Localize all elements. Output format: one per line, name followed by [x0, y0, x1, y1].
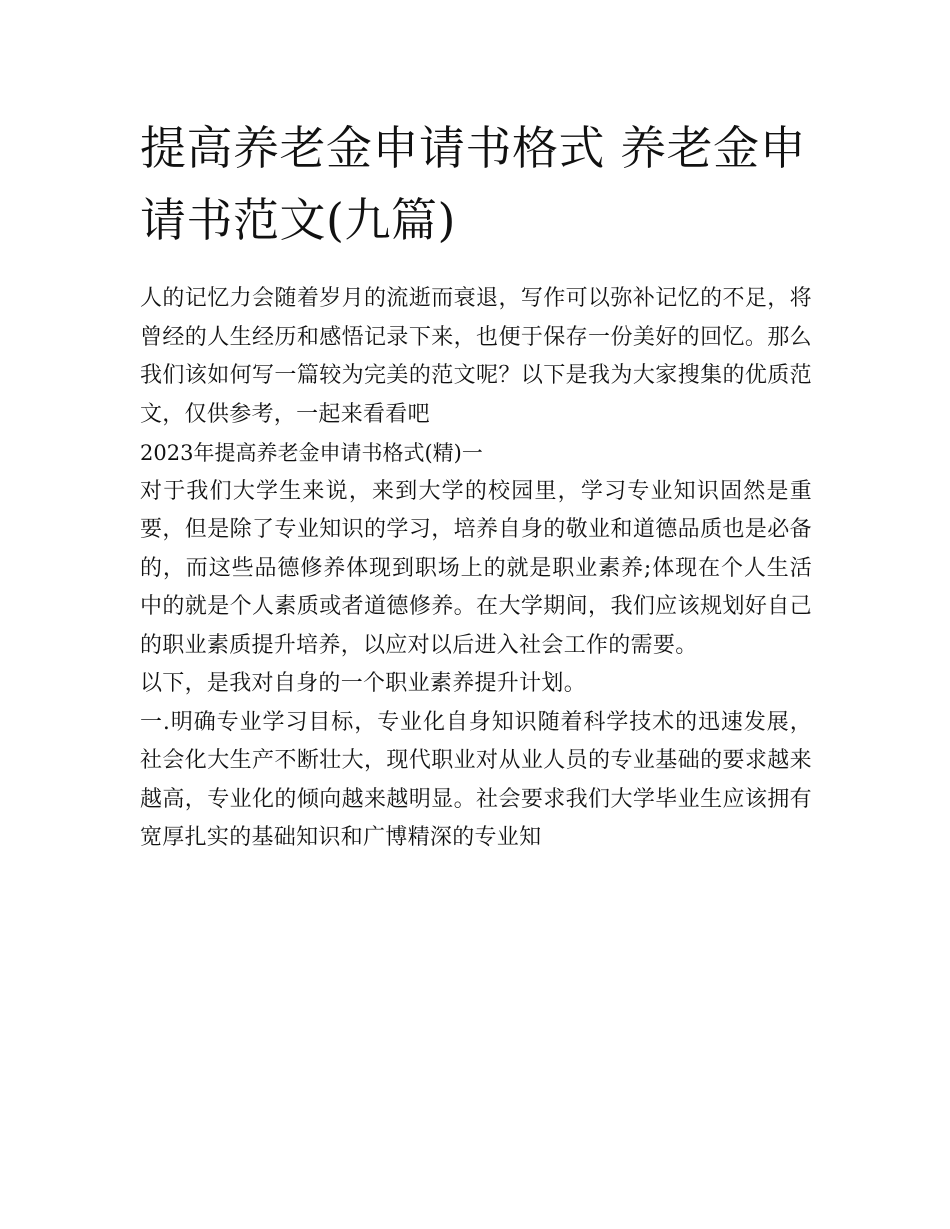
intro-paragraph: 人的记忆力会随着岁月的流逝而衰退，写作可以弥补记忆的不足，将曾经的人生经历和感悟记录下来，也便于保存一份美好的回忆。那么我们该如何写一篇较为完美的范文呢？以下是我为大家搜集的优质范文，仅供参考，一起来看看吧: [140, 286, 812, 427]
body-paragraph-3: 一.明确专业学习目标，专业化自身知识随着科学技术的迅速发展，社会化大生产不断壮大，现代职业对从业人员的专业基础的要求越来越高，专业化的倾向越来越明显。社会要求我们大学毕业生应该拥有宽厚扎实的基础知识和广博精深的专业知: [140, 709, 812, 850]
section-heading: 2023年提高养老金申请书格式(精)一: [140, 441, 483, 465]
body-paragraph-2: 以下，是我对自身的一个职业素养提升计划。: [140, 671, 587, 696]
document-title: 提高养老金申请书格式 养老金申请书范文(九篇): [140, 121, 807, 247]
body-paragraph-1: 对于我们大学生来说，来到大学的校园里，学习专业知识固然是重要，但是除了专业知识的学习，培养自身的敬业和道德品质也是必备的，而这些品德修养体现到职场上的就是职业素养;体现在个人生活中的就是个人素质或者道德修养。在大学期间，我们应该规划好自己的职业素质提升培养，以应对以后进入社会工作的需要。: [140, 478, 812, 658]
document-page: [140, 112, 812, 858]
